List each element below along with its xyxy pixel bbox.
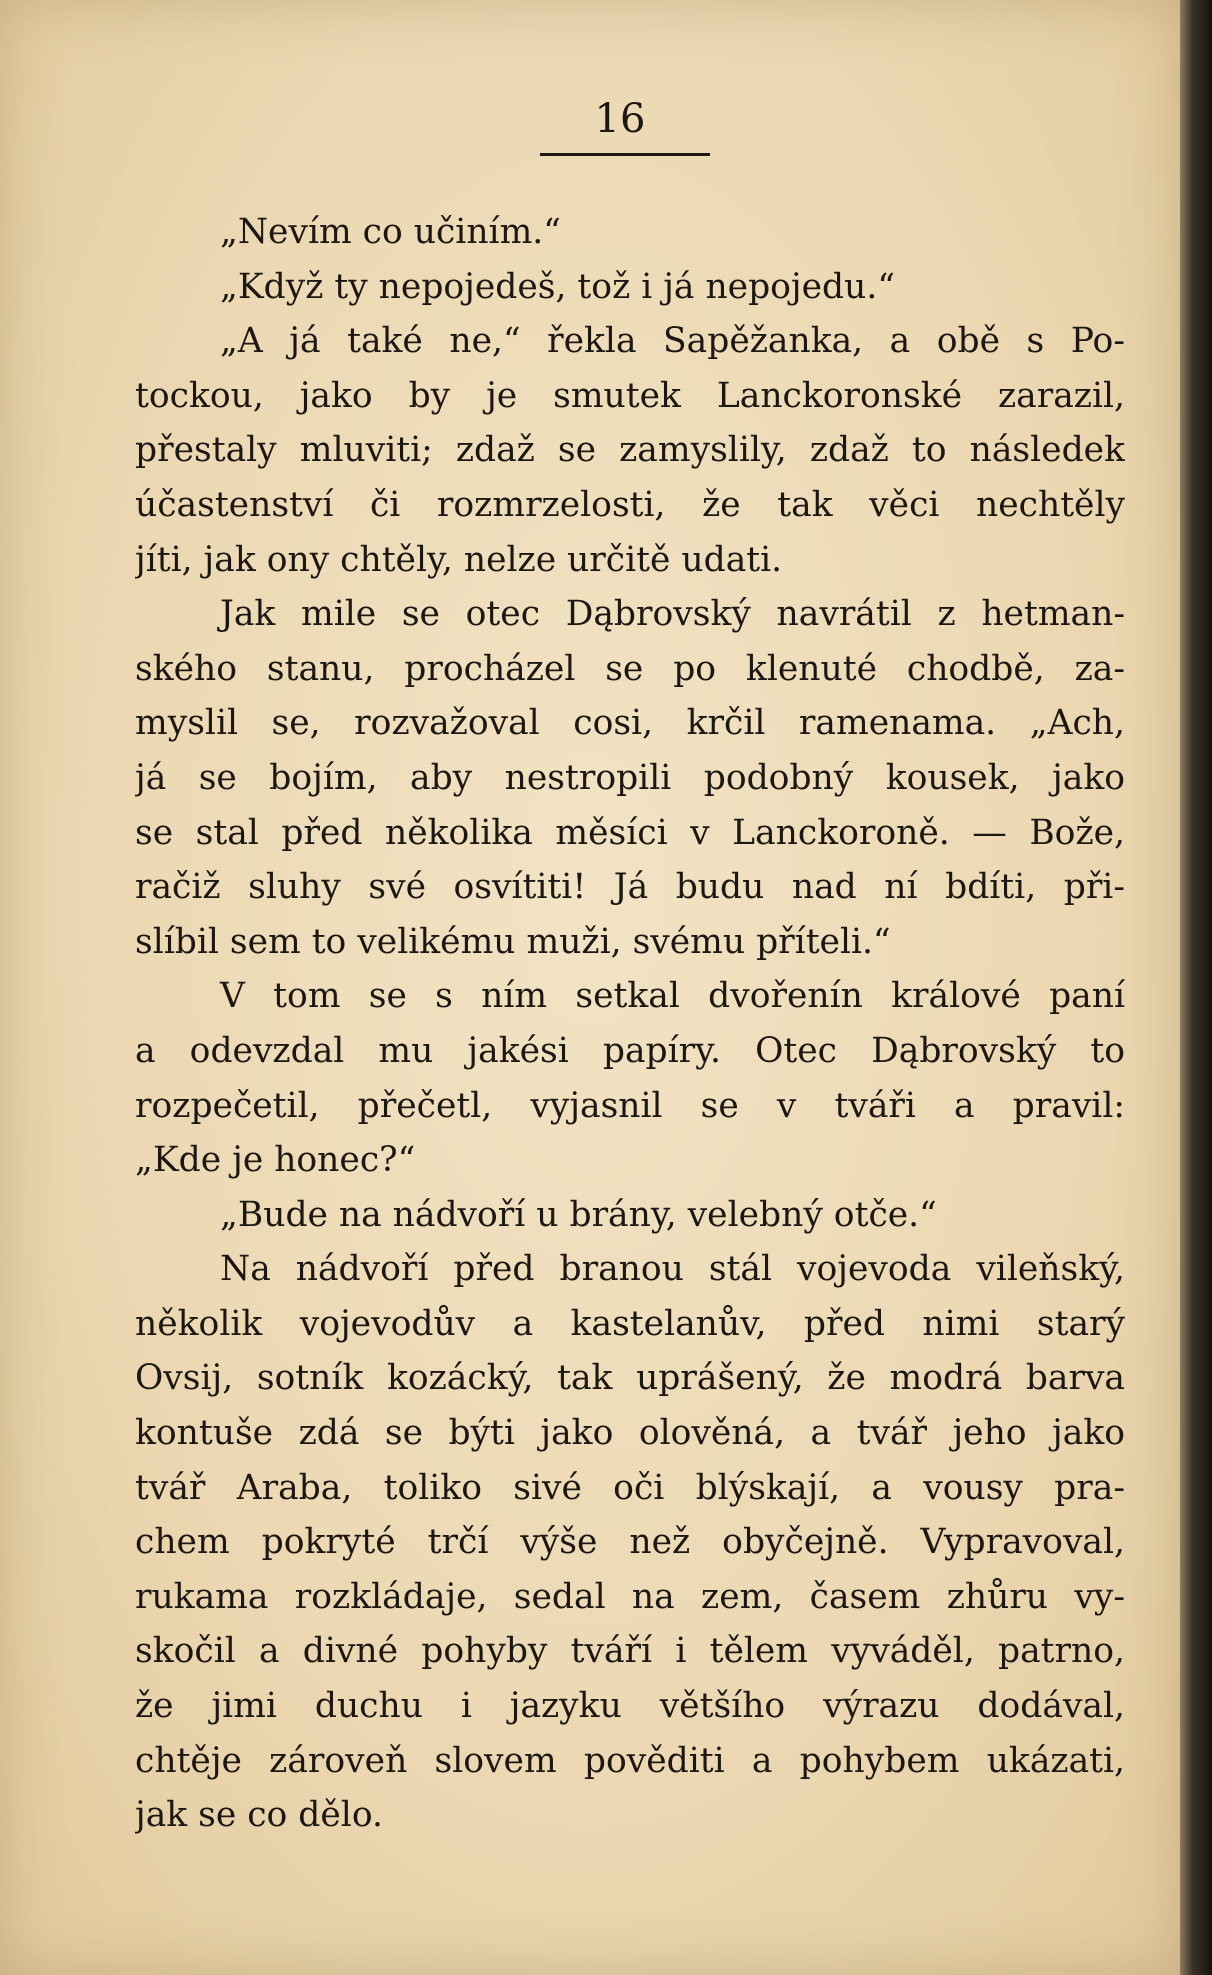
text-line: „A já také ne,“ řekla Sapěžanka, a obě s Po- (220, 321, 1125, 362)
text-line: chtěje zároveň slovem pověditi a pohybem ukázati, (135, 1740, 1125, 1781)
page-number-rule (540, 153, 710, 156)
text-line: „Když ty nepojedeš, tož i já nepojedu.“ (220, 266, 895, 307)
text-line: „Kde je honec?“ (135, 1140, 416, 1181)
book-spine-edge (1180, 0, 1212, 1975)
text-line: V tom se s ním setkal dvořenín králové paní (220, 976, 1125, 1017)
text-line: račiž sluhy své osvítiti! Já budu nad ní bdíti, při- (135, 867, 1125, 908)
text-line: kontuše zdá se býti jako olověná, a tvář jeho jako (135, 1413, 1125, 1454)
text-line: se stal před několika měsíci v Lanckoroně. — Bože, (135, 812, 1125, 853)
text-line: jak se co dělo. (135, 1795, 383, 1836)
text-line: myslil se, rozvažoval cosi, krčil ramenama. „Ach, (135, 703, 1125, 744)
text-line: přestaly mluviti; zdaž se zamyslily, zdaž to následek (135, 430, 1125, 471)
text-line: rukama rozkládaje, sedal na zem, časem zhůru vy- (135, 1576, 1125, 1617)
text-line: „Nevím co učiním.“ (220, 212, 561, 252)
text-line: že jimi duchu i jazyku většího výrazu dodával, (135, 1686, 1125, 1727)
text-line: Jak mile se otec Dąbrovský navrátil z hetman- (220, 594, 1125, 635)
text-line: tockou, jako by je smutek Lanckoronské zarazil, (135, 375, 1125, 416)
text-line: a odevzdal mu jakési papíry. Otec Dąbrovský to (135, 1030, 1125, 1071)
text-line: Na nádvoří před branou stál vojevoda vileňský, (220, 1249, 1125, 1290)
text-line: ského stanu, procházel se po klenuté chodbě, za- (135, 648, 1125, 689)
page-number: 16 (594, 96, 646, 142)
text-line: já se bojím, aby nestropili podobný kousek, jako (135, 757, 1125, 798)
text-line: několik vojevodův a kastelanův, před nimi starý (135, 1303, 1125, 1344)
text-line: slíbil sem to velikému muži, svému příteli.“ (135, 921, 891, 962)
text-line: tvář Araba, toliko sivé oči blýskají, a vousy pra- (135, 1467, 1125, 1508)
text-line: skočil a divné pohyby tváří i tělem vyváděl, patrno, (135, 1631, 1125, 1672)
text-line: účastenství či rozmrzelosti, že tak věci nechtěly (135, 484, 1125, 525)
text-line: jíti, jak ony chtěly, nelze určitě udati. (135, 539, 783, 580)
text-line: „Bude na nádvoří u brány, velebný otče.“ (220, 1194, 937, 1235)
text-line: chem pokryté trčí výše než obyčejně. Vypravoval, (135, 1522, 1125, 1563)
text-line: Ovsij, sotník kozácký, tak uprášený, že modrá barva (135, 1358, 1125, 1399)
text-line: rozpečetil, přečetl, vyjasnil se v tváři a pravil: (135, 1085, 1125, 1126)
body-text (135, 205, 1125, 1843)
